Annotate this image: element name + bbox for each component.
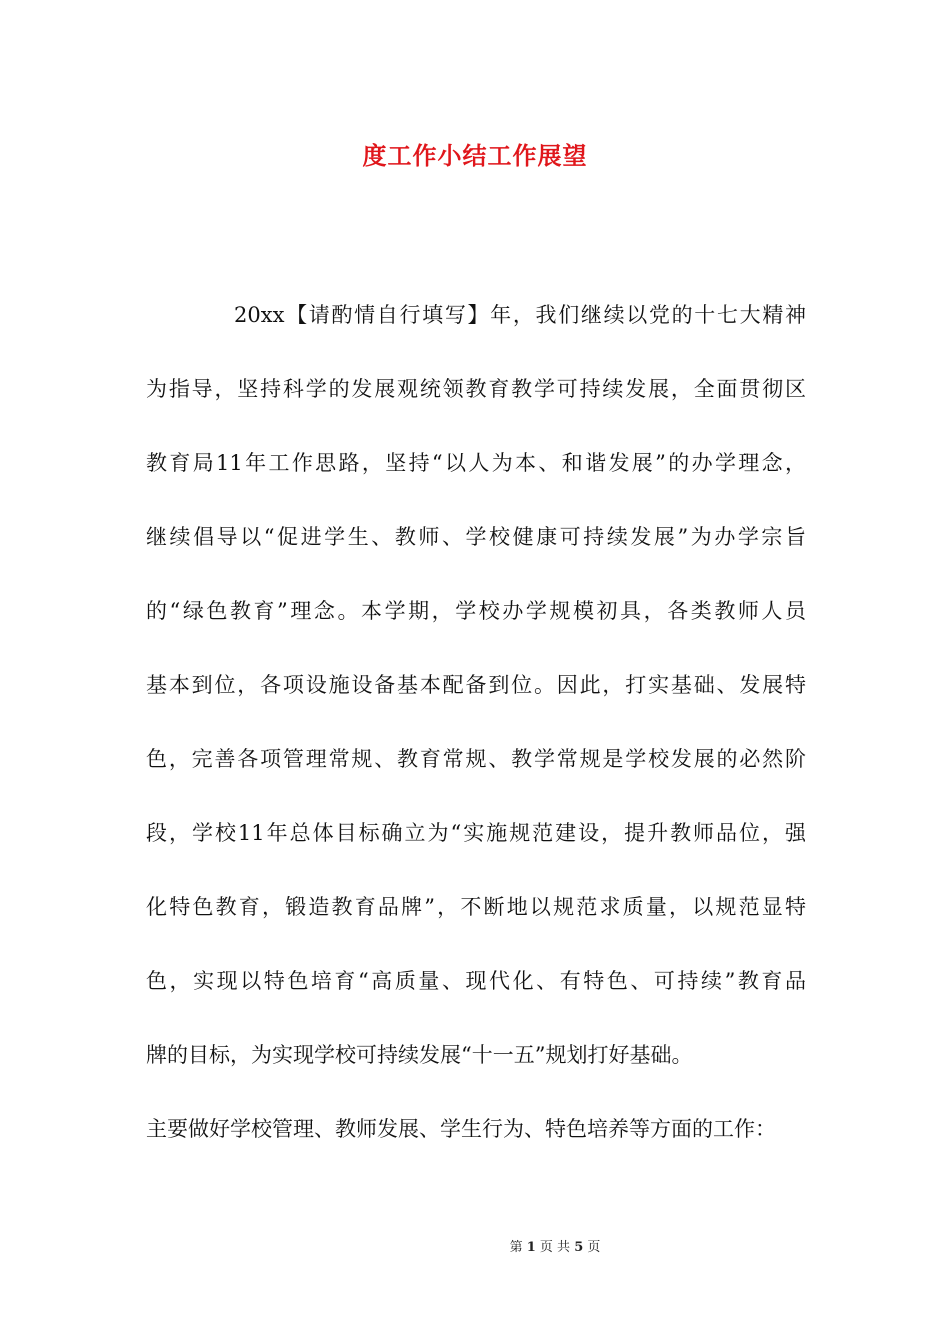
text-line: 段，学校11年总体目标确立为“实施规范建设，提升教师品位，强 (146, 821, 806, 845)
footer-suffix: 页 (587, 1240, 601, 1255)
text-line: 化特色教育，锻造教育品牌”，不断地以规范求质量，以规范显特 (146, 895, 806, 919)
paragraph-1 (146, 278, 806, 1092)
footer-page-number: 1 (526, 1240, 536, 1255)
text-line: 色，完善各项管理常规、教育常规、教学常规是学校发展的必然阶 (146, 747, 806, 771)
page-footer (0, 1236, 950, 1255)
text-line: 为指导，坚持科学的发展观统领教育教学可持续发展，全面贯彻区 (146, 377, 806, 401)
document-title: 度工作小结工作展望 (362, 141, 588, 170)
text-line: 20xx【请酌情自行填写】年，我们继续以党的十七大精神 (234, 303, 806, 327)
text-line: 的“绿色教育”理念。本学期，学校办学规模初具，各类教师人员 (146, 599, 806, 623)
footer-middle: 页 共 (539, 1240, 571, 1255)
paragraph-2 (146, 1092, 806, 1166)
text-line: 主要做好学校管理、教师发展、学生行为、特色培养等方面的工作： (146, 1117, 776, 1141)
text-line: 色，实现以特色培育“高质量、现代化、有特色、可持续”教育品 (146, 969, 806, 993)
text-line: 基本到位，各项设施设备基本配备到位。因此，打实基础、发展特 (146, 673, 806, 697)
footer-total-pages: 5 (574, 1240, 584, 1255)
footer-prefix: 第 (509, 1240, 523, 1255)
document-body (146, 278, 806, 1166)
text-line: 教育局11年工作思路，坚持“以人为本、和谐发展”的办学理念， (146, 451, 806, 475)
text-line: 牌的目标，为实现学校可持续发展“十一五”规划打好基础。 (146, 1043, 693, 1067)
text-line: 继续倡导以“促进学生、教师、学校健康可持续发展”为办学宗旨 (146, 525, 806, 549)
